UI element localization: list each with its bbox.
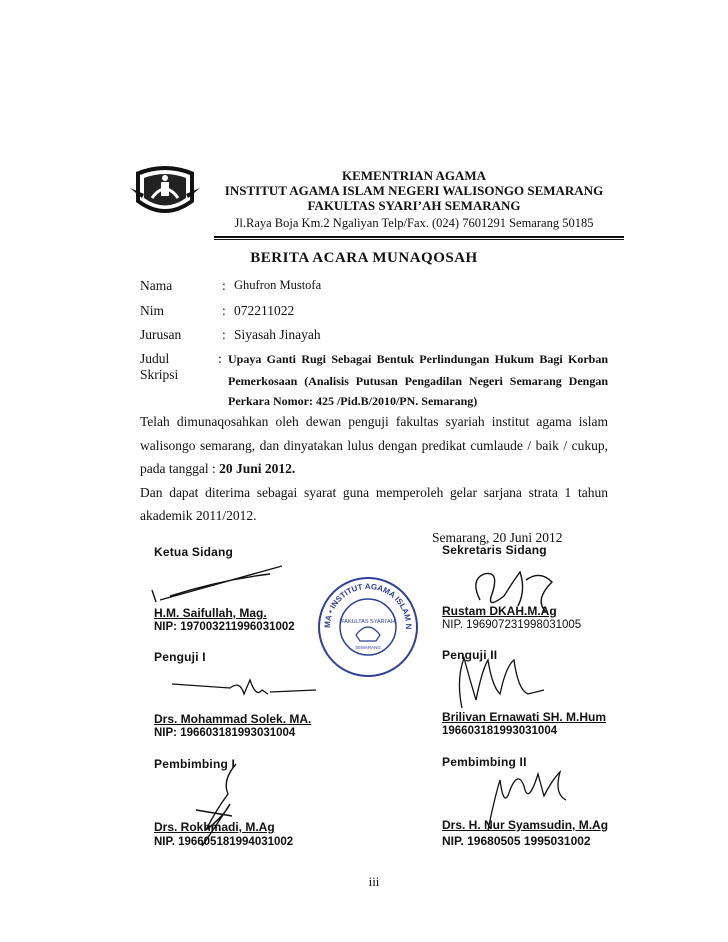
field-value: Siyasah Jinayah [234, 327, 321, 342]
ketua-signature [150, 560, 290, 610]
body-p1-line1: Telah dimunaqosahkan oleh dewan penguji fakultas syariah institut agama islam [140, 414, 608, 429]
date-prefix: pada tanggal : [140, 461, 220, 476]
page-title: BERITA ACARA MUNAQOSAH [250, 250, 478, 266]
penguji1-signature [170, 670, 320, 710]
field-value: Ghufron Mustofa [234, 278, 322, 292]
header-institute: INSTITUT AGAMA ISLAM NEGERI WALISONGO SEMARANG [224, 183, 604, 198]
ketua-name: H.M. Saifullah, Mag. [154, 606, 267, 620]
place-date: Semarang, 20 Juni 2012 [432, 530, 563, 545]
pembimbing2-role: Pembimbing II [442, 755, 527, 769]
pembimbing1-role: Pembimbing I [154, 757, 236, 771]
stamp-outer-text: MA • INSTITUT AGAMA ISLAM N [322, 581, 414, 630]
faculty-stamp [316, 575, 420, 679]
pembimbing1-name: Drs. Rokhmadi, M.Ag [154, 820, 275, 834]
penguji2-role: Penguji II [442, 648, 498, 662]
penguji2-signature [448, 650, 558, 710]
penguji2-name: Brilivan Ernawati SH. M.Hum [442, 710, 607, 724]
page-number: iii [368, 874, 380, 889]
pembimbing2-nip: NIP. 19680505 1995031002 [442, 834, 591, 848]
ketua-nip: NIP: 197003211996031002 [154, 621, 295, 633]
stamp-inner-text: FAKULTAS SYARI'AH [341, 619, 395, 625]
header-faculty: FAKULTAS SYARI’AH SEMARANG [307, 198, 521, 213]
header-ministry: KEMENTRIAN AGAMA [341, 168, 487, 183]
field-label: Nim [140, 303, 165, 318]
field-colon: : [218, 351, 222, 366]
field-label: Jurusan [140, 327, 182, 342]
ketua-role: Ketua Sidang [154, 545, 234, 559]
body-p1-line3 [140, 461, 295, 477]
pembimbing1-nip: NIP. 196605181994031002 [154, 836, 294, 848]
sekretaris-role: Sekretaris Sidang [442, 543, 547, 557]
sekretaris-nip: NIP. 196907231998031005 [442, 619, 582, 631]
body-p1-line2: walisongo semarang, dan dinyatakan lulus dengan predikat cumlaude / baik / cukup, [140, 438, 608, 453]
exam-date: 20 Juni 2012. [219, 461, 296, 476]
header-rule [214, 236, 624, 240]
judul-line-3: Perkara Nomor: 425 /Pid.B/2010/PN. Semarang) [228, 394, 478, 408]
penguji1-nip: NIP: 196603181993031004 [154, 727, 296, 739]
judul-line-1: Upaya Ganti Rugi Sebagai Bentuk Perlindungan Hukum Bagi Korban [228, 352, 608, 366]
penguji1-role: Penguji I [154, 650, 206, 664]
sekretaris-name: Rustam DKAH.M.Ag [442, 604, 557, 618]
iain-logo [130, 158, 200, 228]
field-colon: : [222, 327, 226, 342]
judul-line-2: Pemerkosaan (Analisis Putusan Pengadilan Negeri Semarang Dengan [228, 374, 608, 388]
header-address: Jl.Raya Boja Km.2 Ngaliyan Telp/Fax. (024) 7601291 Semarang 50185 [234, 216, 594, 230]
field-colon: : [222, 303, 226, 318]
field-label: Nama [140, 278, 173, 293]
body-p2-line2: akademik 2011/2012. [140, 508, 257, 523]
penguji2-nip: 196603181993031004 [442, 725, 558, 737]
stamp-bottom-text: SEMARANG [355, 645, 381, 650]
body-p2-line1: Dan dapat diterima sebagai syarat guna memperoleh gelar sarjana strata 1 tahun [140, 485, 608, 500]
penguji1-name: Drs. Mohammad Solek. MA. [154, 712, 312, 726]
field-colon: : [222, 278, 226, 293]
field-value: 072211022 [234, 303, 295, 318]
pembimbing2-name: Drs. H. Nur Syamsudin, M.Ag [442, 818, 609, 832]
field-label: Judul Skripsi [140, 351, 179, 382]
